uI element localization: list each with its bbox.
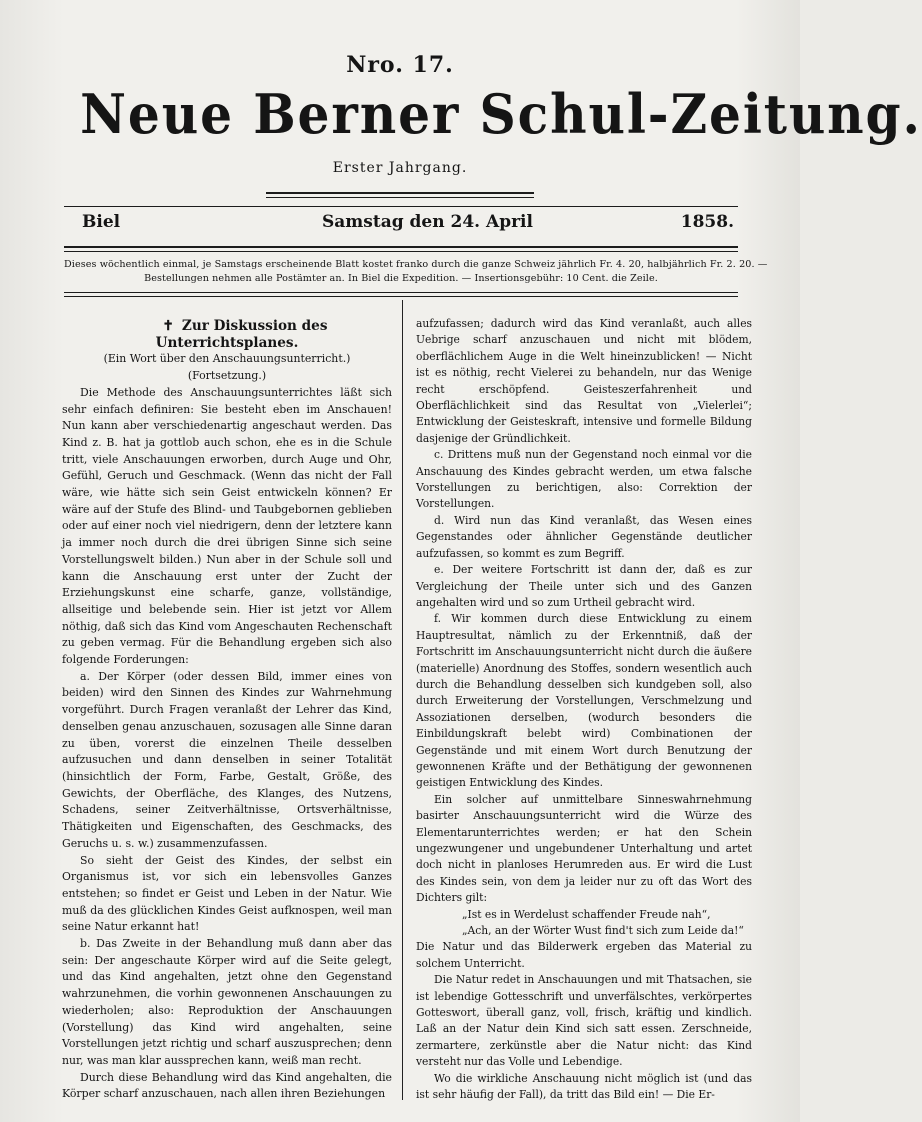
issue-number: Nro. 17. <box>346 52 454 78</box>
paragraph: Die Natur und das Bilderwerk ergeben das Material zu solchem Unterricht. <box>416 940 752 970</box>
notice-line-2: Bestellungen nehmen alle Postämter an. In Biel die Expedition. — Insertionsgebühr: 10 Cent. die Zeile. <box>144 273 658 284</box>
dateline-year: 1858. <box>680 212 734 232</box>
paragraph: d. Wird nun das Kind veranlaßt, das Wesen eines Gegenstandes oder ähnlicher Gegenstände deutlicher aufzufassen, so kommt es zum Begriff. <box>416 513 752 560</box>
notice-rule <box>64 292 738 293</box>
ornamental-rule-thin <box>266 197 534 198</box>
dateline <box>82 212 738 236</box>
poem-quote-line: „Ach, an der Wörter Wust find't sich zum Leide da!“ <box>462 924 744 938</box>
paragraph: Wo die wirkliche Anschauung nicht möglich ist (und das ist sehr häufig der Fall), da tritt das Bild ein! — Die Er- <box>416 1071 752 1102</box>
right-column <box>416 316 752 1104</box>
article-title-text: Zur Diskussion des Unterrichtsplanes. <box>155 318 328 351</box>
dateline-rule-thin <box>64 251 738 252</box>
article-subtitle: (Ein Wort über den Anschauungsunterricht.) <box>103 352 351 366</box>
paragraph: aufzufassen; dadurch wird das Kind veranlaßt, auch alles Uebrige scharf anzuschauen und nicht mit blödem, oberflächlichem Auge in die Welt hineinzublicken! — Nicht ist es nöthig, recht Vielerei zu behandeln, nur das Wenige recht erschöpfend. Geisteszerfahrenheit und Oberflächlichkeit sind das Resultat von „Vielerlei“; Entwicklung der Geisteskraft, intensive und formelle Bildung dasjenige der Gründlichkeit. <box>416 317 752 445</box>
column-divider <box>402 300 403 1100</box>
paragraph: Die Natur redet in Anschauungen und mit Thatsachen, sie ist lebendige Gottesschrift und unverfälschtes, verkörpertes Gotteswort, überall ganz, voll, frisch, kräftig und kindlich. Laß an der Natur dein Kind sich satt essen. Zerschneide, zermartere, zerkünstle aber die Natur nicht: das Kind versteht nur das Volle und Lebendige. <box>416 973 752 1069</box>
ornamental-rule <box>266 192 534 194</box>
dateline-rule <box>64 246 738 248</box>
volume-label: Erster Jahrgang. <box>332 160 468 176</box>
notice-rule-thin <box>64 296 738 297</box>
top-rule <box>64 206 738 207</box>
masthead-title: Neue Berner Schul-Zeitung. <box>80 82 922 146</box>
subscription-notice <box>64 258 768 286</box>
dateline-place: Biel <box>82 212 121 232</box>
paragraph: Ein solcher auf unmittelbare Sinneswahrnehmung basirter Anschauungsunterricht wird die Würze des Elementarunterrichtes werden; er hat den Schein ungezwungener und ungebundener Unterhaltung und artet doch nicht in planloses Herumreden aus. Er wird die Lust des Kindes sein, von dem ja leider nur zu oft das Wort des Dichters gilt: <box>416 792 752 905</box>
cross-icon: ✝ <box>162 318 174 334</box>
dateline-date: Samstag den 24. April <box>322 212 533 232</box>
poem-quote-line: „Ist es in Werdelust schaffender Freude nah“, <box>462 907 711 921</box>
paragraph: c. Drittens muß nun der Gegenstand noch einmal vor die Anschauung des Kindes gebracht werden, um etwa falsche Vorstellungen zu berichtigen, also: Correktion der Vorstellungen. <box>416 448 752 511</box>
left-column <box>62 318 392 1103</box>
paragraph: a. Der Körper (oder dessen Bild, immer eines von beiden) wird den Sinnen des Kindes zur Wahrnehmung vorgeführt. Durch Fragen veranlaßt der Lehrer das Kind, denselben genau anzuschauen, sozusagen alle Sinne daran zu üben, vorerst die einzelnen Theile desselben aufzusuchen und dann denselben in seiner Totalität (hinsichtlich der Form, Farbe, Gestalt, Größe, des Gewichts, der Oberfläche, des Klanges, des Nutzens, Schadens, seiner Zeitverhältnisse, Ortsverhältnisse, Thätigkeiten und Eigenschaften, des Geschmacks, des Geruchs u. s. w.) zusammenzufassen. <box>62 669 392 850</box>
article-continuation: (Fortsetzung.) <box>187 369 267 383</box>
article-title <box>62 318 392 351</box>
paragraph: e. Der weitere Fortschritt ist dann der, daß es zur Vergleichung der Theile unter sich und des Ganzen angehalten wird und so zum Urtheil gebracht wird. <box>416 563 752 609</box>
paragraph: f. Wir kommen durch diese Entwicklung zu einem Hauptresultat, nämlich zu der Erkenntniß, daß der Fortschritt im Anschauungsunterricht nicht durch die äußere (materielle) Anordnung des Stoffes, sondern wesentlich auch durch die Behandlung desselben sich kundgeben soll, also durch Erweiterung der Vorstellungen, Verschmelzung und Assoziationen derselben, (wodurch besonders die Einbildungskraft belebt wird) Combinationen der Gegenstände und mit einem Wort durch Benutzung der gewonnenen Kräfte und der Bethätigung der gewonnenen geistigen Entwicklung des Kindes. <box>416 612 752 790</box>
paragraph: So sieht der Geist des Kindes, der selbst ein Organismus ist, vor sich ein lebensvolles Ganzes entstehen; so findet er Geist und Leben in der Natur. Wie muß da des glücklichen Kindes Geist aufknospen, weil man seine Natur erkannt hat! <box>62 853 392 934</box>
paragraph: Durch diese Behandlung wird das Kind angehalten, die Körper scharf anzuschauen, nach allen ihren Beziehungen <box>62 1070 392 1101</box>
paragraph: Die Methode des Anschauungsunterrichtes läßt sich sehr einfach definiren: Sie besteht eben im Anschauen! Nun kann aber verschiedenartig angeschaut werden. Das Kind z. B. hat ja gottlob auch schon, ehe es in die Schule tritt, viele Anschauungen erworben, durch Auge und Ohr, Gefühl, Geruch und Geschmack. (Wenn das nicht der Fall wäre, wie hätte sich sein Geist entwickeln können? Er wäre auf der Stufe des Blind- und Taubgebornen geblieben oder auf einer noch viel niedrigern, denn der letztere kann ja immer noch durch die drei übrigen Sinne sich seine Vorstellungswelt bilden.) Nun aber in der Schule soll und kann die Anschauung erst unter der Zucht der Erziehungskunst eine scharfe, ganze, vollständige, allseitige und belebende sein. Hier ist jetzt vor Allem nöthig, daß sich das Kind vom Angeschauten Rechenschaft zu geben vermag. Für die Behandlung ergeben sich also folgende Forderungen: <box>62 385 392 667</box>
notice-line-1: Dieses wöchentlich einmal, je Samstags erscheinende Blatt kostet franko durch die ganze Schweiz jährlich Fr. 4. 20, halbjährlich Fr. 2. 20. — <box>64 259 768 270</box>
paragraph: b. Das Zweite in der Behandlung muß dann aber das sein: Der angeschaute Körper wird auf die Seite gelegt, und das Kind angehalten, jetzt ohne den Gegenstand wahrzunehmen, die vorhin gewonnenen Anschauungen zu wiederholen; also: Reproduktion der Anschauungen (Vorstellung) das Kind wird angehalten, seine Vorstellungen jetzt richtig und scharf auszusprechen; denn nur, was man klar aussprechen kann, weiß man recht. <box>62 937 392 1067</box>
